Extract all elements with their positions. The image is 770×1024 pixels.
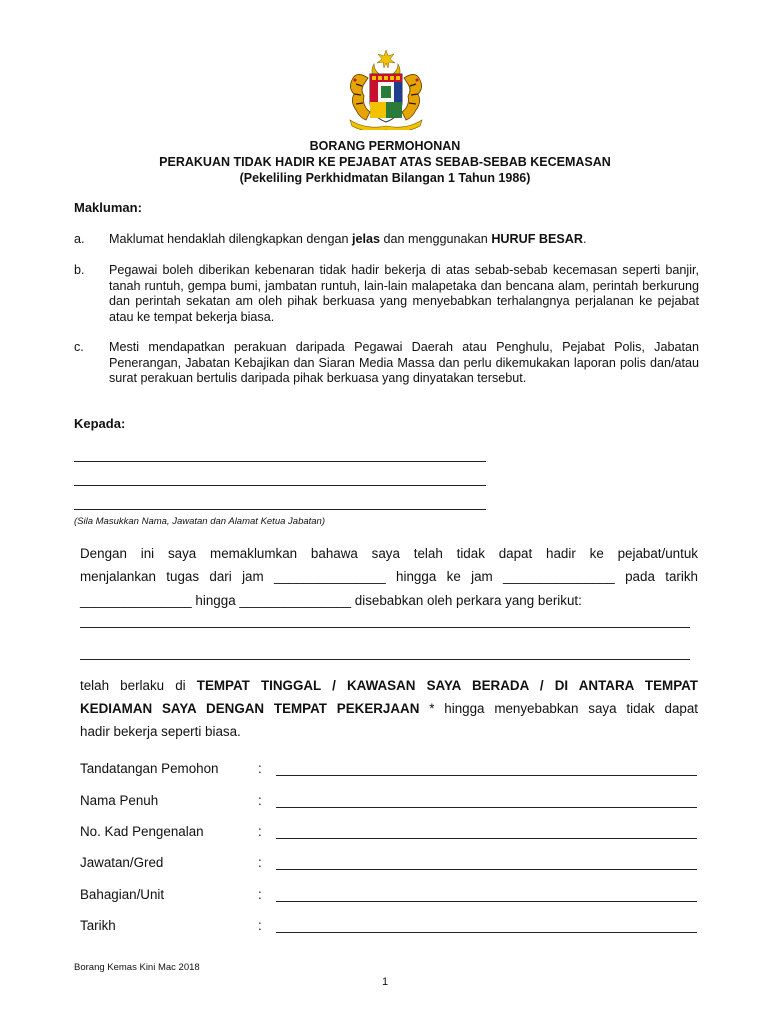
note-a: a. Maklumat hendaklah dilengkapkan dengan jelas dan menggunakan HURUF BESAR. <box>74 232 587 246</box>
address-line-3[interactable] <box>74 509 486 510</box>
address-line-2[interactable] <box>74 485 486 486</box>
field-colon: : <box>258 855 262 870</box>
emphasis-jelas: jelas <box>351 232 380 246</box>
note-label: b. <box>74 263 85 277</box>
field-label-position-grade: Jawatan/Gred <box>80 855 164 870</box>
location-line-1: telah berlaku di TEMPAT TINGGAL / KAWASAN SAYA BERADA / DI ANTARA TEMPAT <box>80 678 698 693</box>
position-grade-field[interactable] <box>276 869 697 870</box>
kepada-heading: Kepada: <box>74 416 126 431</box>
declaration-line-3[interactable]: _______________ hingga _______________ disebabkan oleh perkara yang berikut: <box>80 593 582 608</box>
location-line-3: hadir bekerja seperti biasa. <box>80 724 241 739</box>
note-label: c. <box>74 340 84 354</box>
note-text: Pegawai boleh diberikan kebenaran tidak hadir bekerja di atas sebab-sebab kecemasan seperti banjir, tanah runtuh, gempa bumi, jambatan runtuh, lain-lain malapetaka dan bencana alam, perintah berkurung dan perintah sekatan am oleh pihak berkuasa yang menyebabkan terhalangnya perjalanan ke pejabat atau ke tempat bekerja biasa. <box>109 263 699 324</box>
address-line-1[interactable] <box>74 461 486 462</box>
form-subtitle: PERAKUAN TIDAK HADIR KE PEJABAT ATAS SEBAB-SEBAB KECEMASAN <box>159 155 611 169</box>
note-text: Mesti mendapatkan perakuan daripada Pegawai Daerah atau Penghulu, Pejabat Polis, Jabatan Penerangan, Jabatan Kebajikan dan Siaran Media Massa dan perlu dikemukakan laporan polis dan/atau surat perakuan bertulis daripada pihak berkuasa yang dinyatakan tersebut. <box>109 340 699 385</box>
ic-number-field[interactable] <box>276 838 697 839</box>
footer-note: Borang Kemas Kini Mac 2018 <box>74 962 200 973</box>
date-field[interactable] <box>276 932 697 933</box>
field-label-date: Tarikh <box>80 918 116 933</box>
reason-line-2[interactable] <box>80 659 690 660</box>
page-number: 1 <box>381 976 389 988</box>
note-c <box>74 340 699 404</box>
emphasis-huruf-besar: HURUF BESAR <box>491 232 583 246</box>
form-title-block <box>0 138 770 186</box>
division-unit-field[interactable] <box>276 901 697 902</box>
coat-of-arms-icon <box>336 50 436 130</box>
address-hint: (Sila Masukkan Nama, Jawatan dan Alamat Ketua Jabatan) <box>74 516 326 527</box>
form-title: BORANG PERMOHONAN <box>309 139 461 153</box>
field-label-ic-number: No. Kad Pengenalan <box>80 824 204 839</box>
note-b <box>74 263 699 327</box>
field-label-division-unit: Bahagian/Unit <box>80 887 165 902</box>
field-colon: : <box>258 761 262 776</box>
makluman-heading: Makluman: <box>74 200 142 215</box>
field-colon: : <box>258 887 262 902</box>
reason-line-1[interactable] <box>80 627 690 628</box>
field-colon: : <box>258 824 262 839</box>
field-label-full-name: Nama Penuh <box>80 793 159 808</box>
declaration-line-2[interactable]: menjalankan tugas dari jam _______________ hingga ke jam _______________ pada tarikh <box>80 569 698 584</box>
field-colon: : <box>258 918 262 933</box>
field-label-signature: Tandatangan Pemohon <box>80 761 219 776</box>
declaration-line-1: Dengan ini saya memaklumkan bahawa saya telah tidak dapat hadir ke pejabat/untuk <box>80 546 698 561</box>
signature-field[interactable] <box>276 775 697 776</box>
location-line-2: KEDIAMAN SAYA DENGAN TEMPAT PEKERJAAN * hingga menyebabkan saya tidak dapat <box>80 701 699 716</box>
full-name-field[interactable] <box>276 807 697 808</box>
note-label: a. <box>74 232 85 246</box>
circular-reference: (Pekeliling Perkhidmatan Bilangan 1 Tahun 1986) <box>239 171 531 185</box>
field-colon: : <box>258 793 262 808</box>
